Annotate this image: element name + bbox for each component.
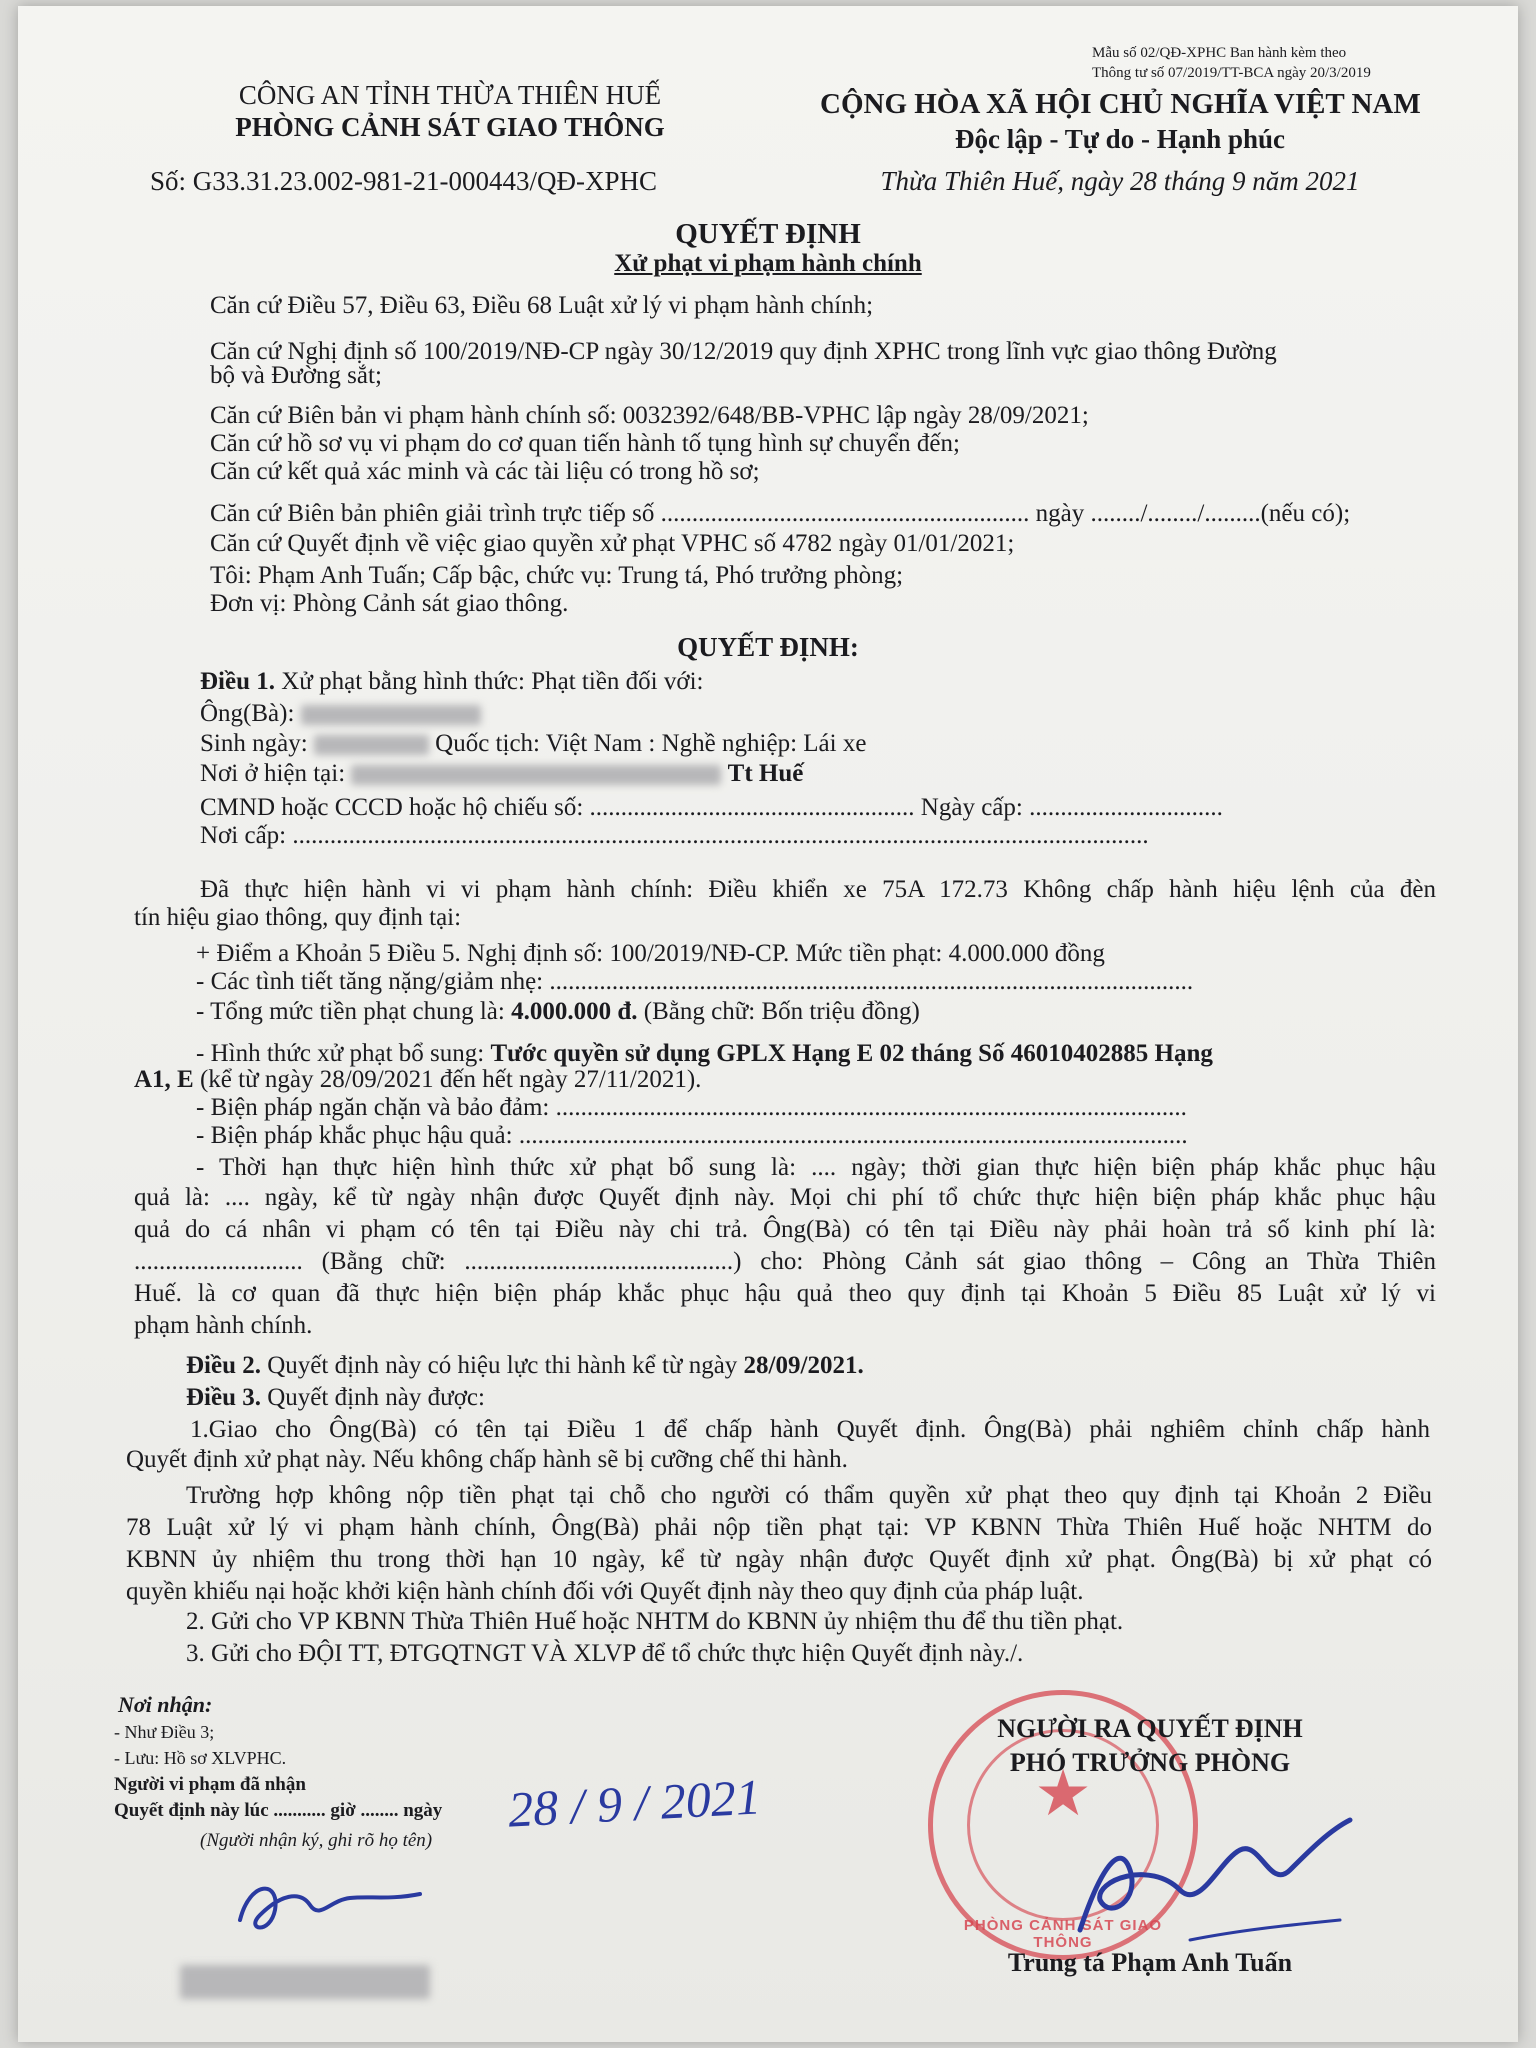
extra-bold2: A1, E (134, 1066, 194, 1093)
article3-label: Điều 3. (186, 1384, 261, 1411)
deadline-line: phạm hành chính. (134, 1312, 313, 1339)
star-icon: ★ (1034, 1758, 1092, 1829)
signer-name: Trung tá Phạm Anh Tuấn (1007, 1948, 1293, 1977)
prevent-line: - Biện pháp ngăn chặn và bảo đảm: ..................................................................................................... (196, 1094, 1187, 1121)
stamp-text: PHÒNG CẢNH SÁT GIAO THÔNG (963, 1917, 1163, 1951)
basis-line: Căn cứ hồ sơ vụ vi phạm do cơ quan tiến hành tố tụng hình sự chuyển đến; (210, 430, 960, 457)
deadline-line: quả là: .... ngày, kể từ ngày nhận được Quyết định này. Mọi chi phí tổ chức thực hiện biện pháp khắc phục hậu (134, 1184, 1436, 1211)
signer-signature (1040, 1800, 1360, 1950)
basis-line: Căn cứ Biên bản vi phạm hành chính số: 0032392/648/BB-VPHC lập ngày 28/09/2021; (210, 402, 1089, 429)
article2-text: Quyết định này có hiệu lực thi hành kể từ ngày (261, 1352, 744, 1379)
redacted-recipient-name (180, 1965, 430, 1999)
dob-label: Sinh ngày: (200, 730, 308, 757)
redacted-dob (314, 735, 429, 755)
dob-row (200, 730, 866, 758)
redacted-name (301, 705, 481, 725)
id-row: CMND hoặc CCCD hoặc hộ chiếu số: .................................................... Ngày cấp: ............................... (200, 794, 1223, 821)
decision-number: Số: G33.31.23.002-981-21-000443/QĐ-XPHC (150, 166, 658, 196)
extra-penalty-line2 (134, 1066, 701, 1094)
deadline-line: - Thời hạn thực hiện hình thức xử phạt bổ sung là: .... ngày; thời gian thực hiện biện pháp khắc phục hậu (196, 1154, 1436, 1181)
remedy-line: - Biện pháp khắc phục hậu quả: ........................................................................................................... (196, 1122, 1188, 1149)
form-note-line2: Thông tư số 07/2019/TT-BCA ngày 20/3/2019 (1092, 65, 1371, 81)
article3-text: Quyết định này được: (261, 1384, 485, 1411)
total-suffix: (Bằng chữ: Bốn triệu đồng) (637, 998, 920, 1025)
article3-para: Quyết định xử phạt này. Nếu không chấp hành sẽ bị cưỡng chế thi hành. (126, 1446, 848, 1473)
signer-title1: NGƯỜI RA QUYẾT ĐỊNH (997, 1714, 1303, 1743)
recipients-heading: Nơi nhận: (118, 1692, 213, 1717)
name-label: Ông(Bà): (200, 700, 295, 727)
total-prefix: - Tổng mức tiền phạt chung là: (196, 998, 512, 1025)
redacted-address (351, 765, 721, 785)
deadline-line: quả do cá nhân vi phạm có tên tại Điều này chi trả. Ông(Bà) có tên tại Điều này phải hoàn trả số kinh phí là: (134, 1216, 1436, 1243)
article3-para: quyền khiếu nại hoặc khởi kiện hành chính đối với Quyết định này theo quy định của pháp luật. (126, 1578, 1084, 1605)
article3-para: 3. Gửi cho ĐỘI TT, ĐTGQTNGT VÀ XLVP để tổ chức thực hiện Quyết định này./. (186, 1640, 1024, 1667)
extra-penalty-line (196, 1040, 1213, 1068)
total-amount: 4.000.000 đ. (511, 998, 638, 1025)
article1-label: Điều 1. (200, 668, 275, 695)
article2-date: 28/09/2021. (743, 1352, 864, 1379)
recipient-item: - Như Điều 3; (114, 1722, 215, 1742)
circumstances-line: - Các tình tiết tăng nặng/giảm nhẹ: ....................................................................................................... (196, 968, 1194, 995)
article3-line (186, 1384, 485, 1412)
recipient-signature (230, 1860, 430, 1950)
address-label: Nơi ở hiện tại: (200, 760, 346, 787)
article1-line (200, 668, 703, 696)
article3-para: 1.Giao cho Ông(Bà) có tên tại Điều 1 để chấp hành Quyết định. Ông(Bà) phải nghiêm chỉnh chấp hành (190, 1416, 1430, 1443)
basis-line: Căn cứ kết quả xác minh và các tài liệu có trong hồ sơ; (210, 458, 760, 485)
signer-title2: PHÓ TRƯỞNG PHÒNG (1009, 1748, 1291, 1777)
article3-para: KBNN ủy nhiệm thu trong thời hạn 10 ngày, kể từ ngày nhận được Quyết định xử phạt. Ông(Bà) bị xử phạt có (126, 1546, 1432, 1573)
extra-prefix: - Hình thức xử phạt bổ sung: (196, 1040, 491, 1067)
document-subtitle-wrap (0, 250, 1536, 278)
agency-name: CÔNG AN TỈNH THỪA THIÊN HUẾ (238, 80, 662, 110)
document-title: QUYẾT ĐỊNH (675, 218, 861, 250)
basis-line: Căn cứ Quyết định về việc giao quyền xử phạt VPHC số 4782 ngày 01/01/2021; (210, 530, 1015, 557)
basis-line: Căn cứ Điều 57, Điều 63, Điều 68 Luật xử lý vi phạm hành chính; (210, 292, 874, 319)
received-line1: Người vi phạm đã nhận (114, 1774, 306, 1795)
address-visible: Tt Huế (727, 760, 804, 787)
extra-bold: Tước quyền sử dụng GPLX Hạng E 02 tháng Số 46010402885 Hạng (490, 1040, 1213, 1067)
basis-line: Căn cứ Nghị định số 100/2019/NĐ-CP ngày 30/12/2019 quy định XPHC trong lĩnh vực giao thông Đường (210, 338, 1277, 365)
received-line2: Quyết định này lúc ........... giờ ........ ngày (114, 1800, 443, 1821)
deadline-line: Huế. là cơ quan đã thực hiện biện pháp khắc phục hậu quả theo quy định tại Khoản 5 Điều 85 Luật xử lý vi (134, 1280, 1436, 1307)
department-name: PHÒNG CẢNH SÁT GIAO THÔNG (235, 112, 665, 142)
extra-rest: (kể từ ngày 28/09/2021 đến hết ngày 27/11/2021). (193, 1066, 702, 1093)
article1-text: Xử phạt bằng hình thức: Phạt tiền đối với: (275, 668, 704, 695)
basis-line: Đơn vị: Phòng Cảnh sát giao thông. (210, 590, 569, 617)
nation-name: CỘNG HÒA XÃ HỘI CHỦ NGHĨA VIỆT NAM (820, 88, 1421, 120)
basis-line: bộ và Đường sắt; (210, 362, 382, 389)
issue-place-row: Nơi cấp: ......................................................................................................................................... (200, 822, 1149, 849)
basis-line: Tôi: Phạm Anh Tuấn; Cấp bậc, chức vụ: Trung tá, Phó trưởng phòng; (210, 562, 904, 589)
received-note: (Người nhận ký, ghi rõ họ tên) (200, 1830, 433, 1851)
violation-line: tín hiệu giao thông, quy định tại: (134, 904, 462, 931)
handwritten-date: 28 / 9 / 2021 (506, 1768, 763, 1838)
article2-line (186, 1352, 864, 1380)
nationality-text: Quốc tịch: Việt Nam : Nghề nghiệp: Lái xe (435, 730, 867, 757)
article3-para: 78 Luật xử lý vi phạm hành chính, Ông(Bà) phải nộp tiền phạt tại: VP KBNN Thừa Thiên Huế hoặc NHTM do (126, 1514, 1432, 1541)
deadline-line: ........................... (Bằng chữ: ...........................................) cho: Phòng Cảnh sát giao thông – Công an Thừa Thiên (134, 1248, 1436, 1275)
total-fine-line (196, 998, 920, 1026)
form-note-line1: Mẫu số 02/QĐ-XPHC Ban hành kèm theo (1092, 45, 1347, 61)
clause-line: + Điểm a Khoản 5 Điều 5. Nghị định số: 100/2019/NĐ-CP. Mức tiền phạt: 4.000.000 đồng (196, 940, 1105, 967)
document-subtitle: Xử phạt vi phạm hành chính (614, 250, 922, 277)
decision-heading: QUYẾT ĐỊNH: (677, 632, 859, 662)
article3-para: 2. Gửi cho VP KBNN Thừa Thiên Huế hoặc NHTM do KBNN ủy nhiệm thu để thu tiền phạt. (186, 1608, 1124, 1635)
national-motto: Độc lập - Tự do - Hạnh phúc (954, 124, 1286, 154)
address-row (200, 760, 803, 788)
recipient-item: - Lưu: Hồ sơ XLVPHC. (114, 1748, 287, 1768)
article3-para: Trường hợp không nộp tiền phạt tại chỗ cho người có thẩm quyền xử phạt theo quy định tại Khoản 2 Điều (186, 1482, 1432, 1509)
place-and-date: Thừa Thiên Huế, ngày 28 tháng 9 năm 2021 (880, 166, 1360, 196)
article2-label: Điều 2. (186, 1352, 261, 1379)
violation-line: Đã thực hiện hành vi vi phạm hành chính: Điều khiển xe 75A 172.73 Không chấp hành hiệu lệnh của đèn (200, 876, 1436, 903)
basis-line: Căn cứ Biên bản phiên giải trình trực tiếp số ........................................................... ngày ......../......../.........(nếu có); (210, 500, 1351, 527)
violator-name-row (200, 700, 481, 728)
